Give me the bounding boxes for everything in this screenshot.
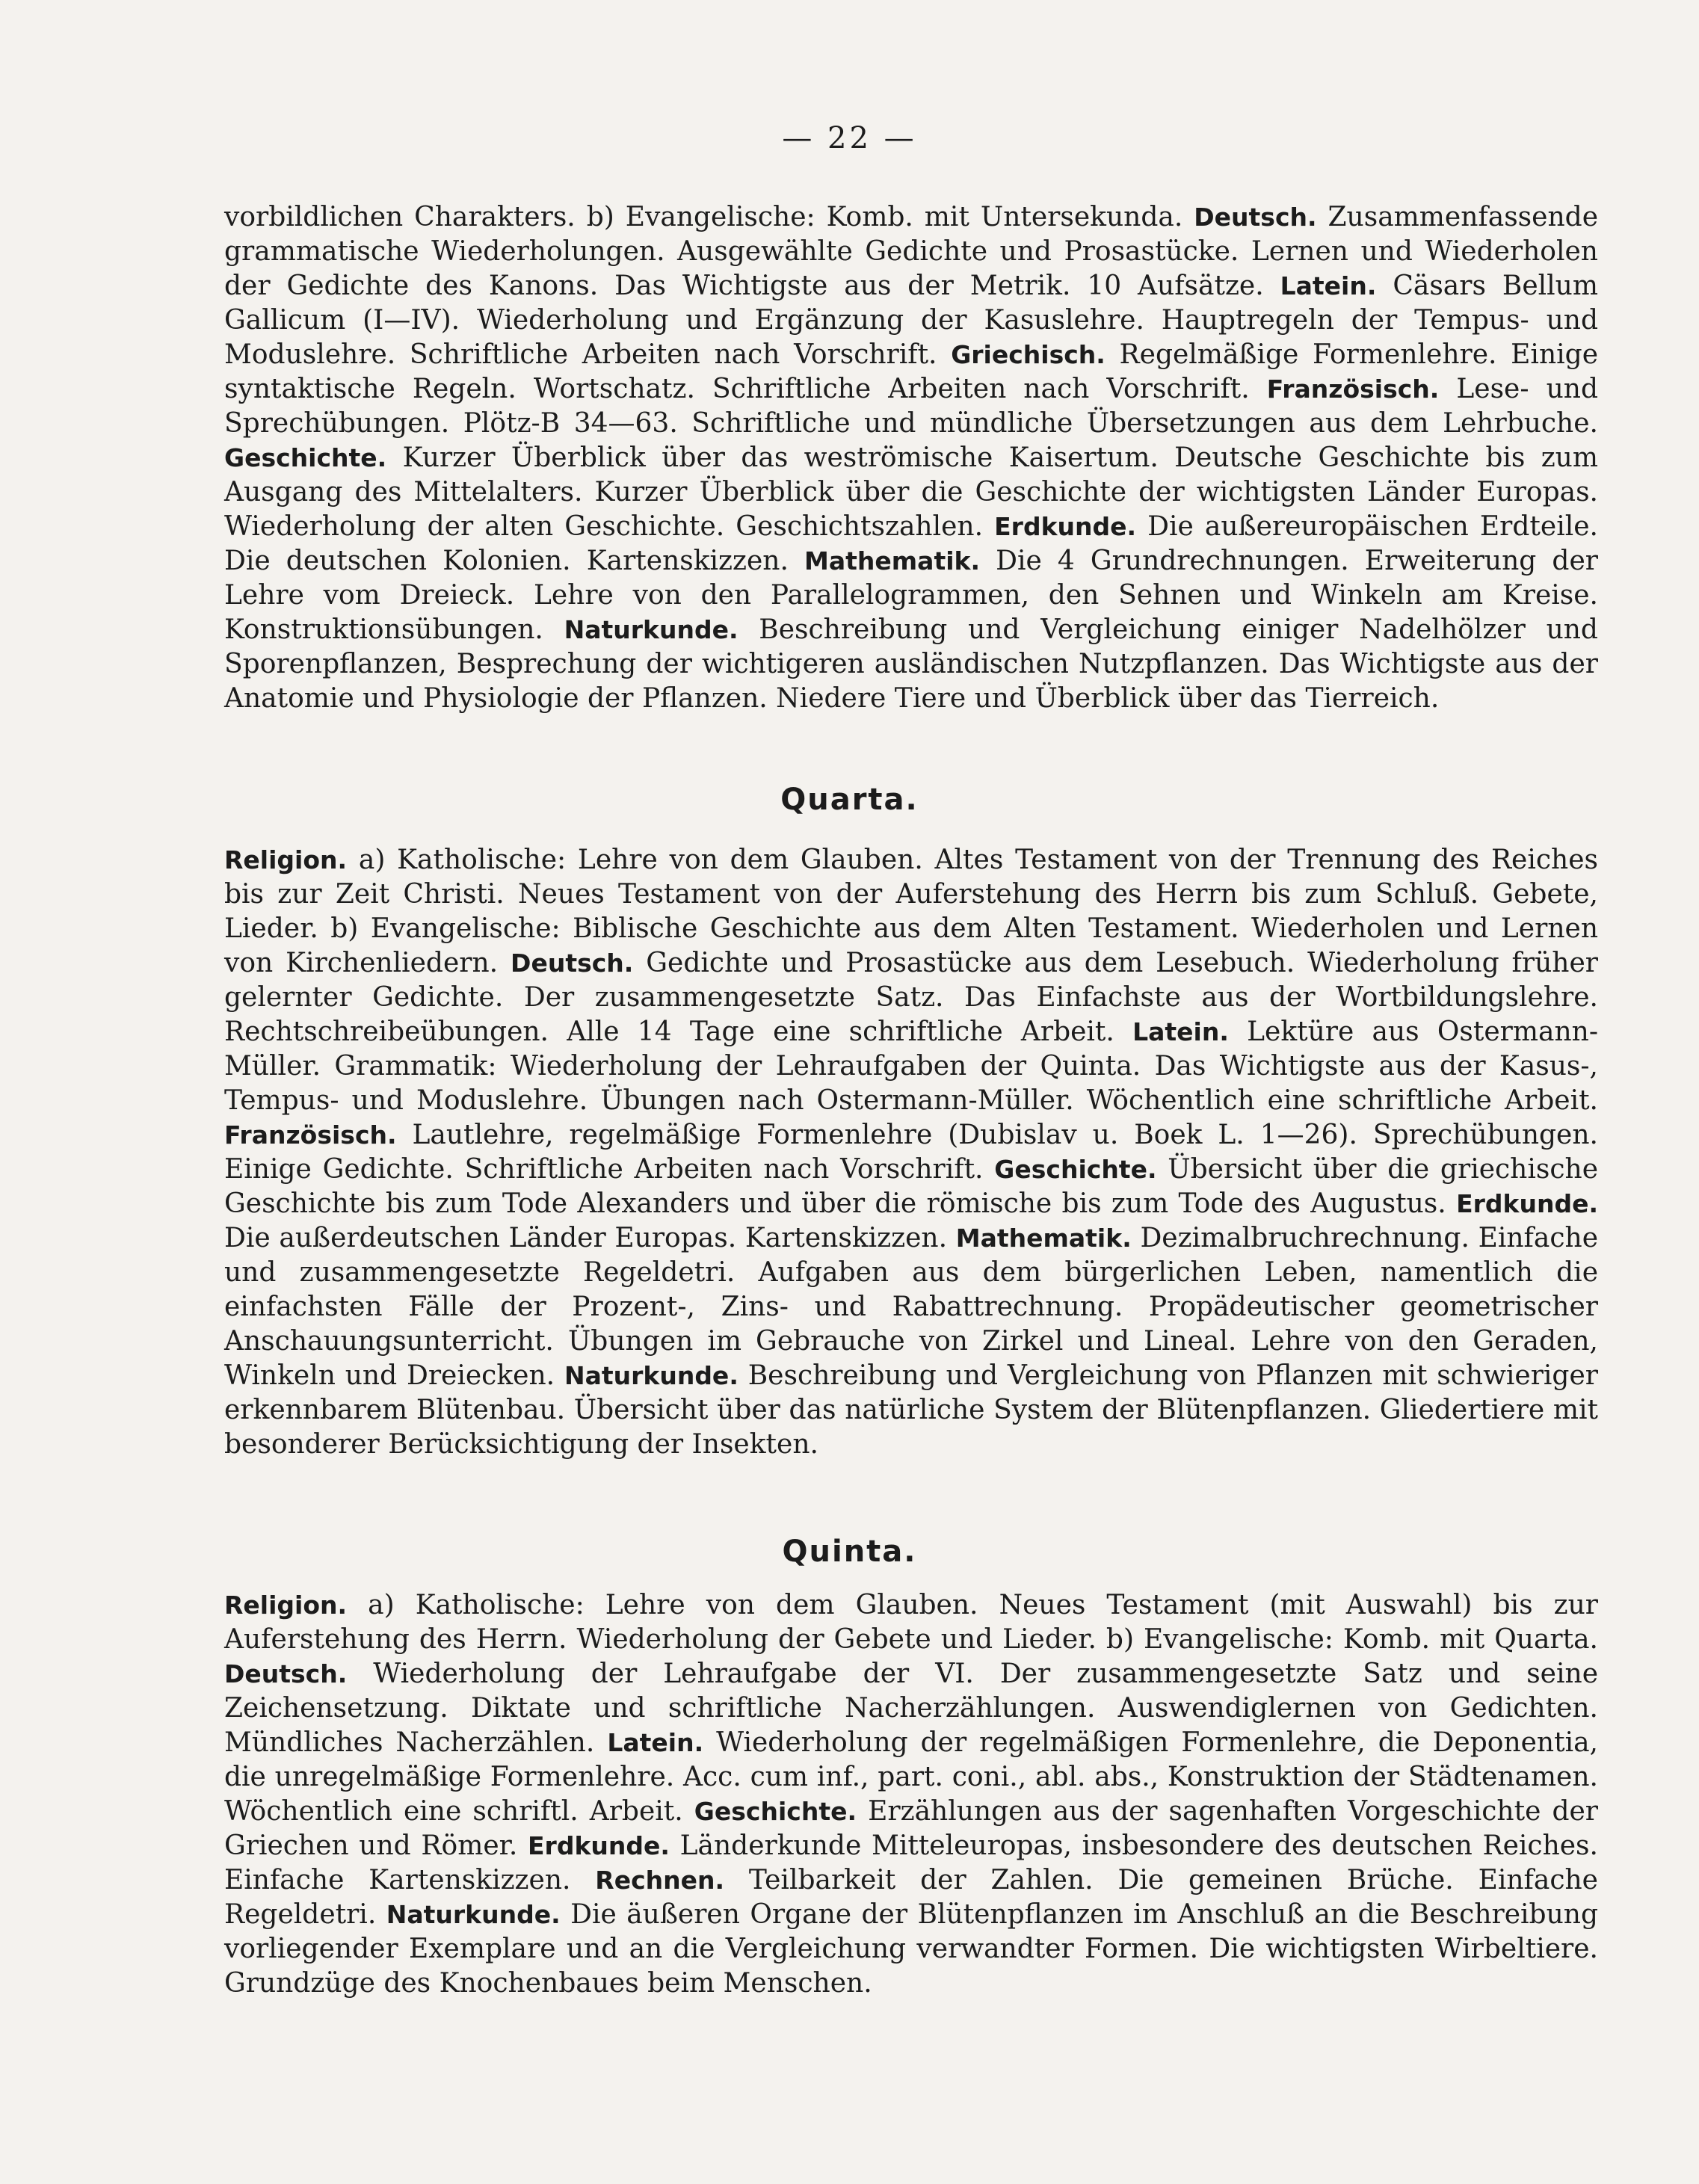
paragraph-text: Länderkunde Mitteleuropas, insbesondere des deutschen Reiches. Einfache Kartenskizzen. xyxy=(224,1830,1598,1895)
subject-latein: Latein. xyxy=(1132,1017,1229,1046)
paragraph-text: Kurzer Überblick über das weströmische Kaisertum. Deutsche Geschichte bis zum Ausgang des Mittelalters. Kurzer Überblick über die Geschichte der wichtigsten Länder Europas. Wiederholung der alten Geschichte. Geschichtszahlen. xyxy=(224,442,1598,542)
subject-geschichte: Geschichte. xyxy=(224,443,387,472)
paragraph-text: Cäsars Bellum Gallicum (I—IV). Wiederholung und Ergänzung der Kasuslehre. Hauptregeln der Tempus- und Moduslehre. Schriftliche Arbeiten nach Vorschrift. xyxy=(224,271,1598,370)
paragraph-text: a) Katholische: Lehre von dem Glauben. Neues Testament (mit Auswahl) bis zur Auferstehung des Herrn. Wiederholung der Gebete und Lieder. b) Evangelische: Komb. mit Quarta. xyxy=(224,1590,1598,1655)
subject-erdkunde: Erdkunde. xyxy=(994,512,1137,541)
paragraph-text: Beschreibung und Vergleichung von Pflanzen mit schwieriger erkennbarem Blütenbau. Übersicht über das natürliche System der Blütenpflanzen. Gliedertiere mit besonderer Berücksichtigung der Insekten. xyxy=(224,1360,1598,1460)
paragraph-text: Teilbarkeit der Zahlen. Die gemeinen Brüche. Einfache Regeldetri. xyxy=(224,1865,1598,1930)
subject-franzoesisch: Französisch. xyxy=(1266,374,1440,404)
subject-latein: Latein. xyxy=(1280,271,1377,300)
subject-deutsch: Deutsch. xyxy=(224,1659,348,1688)
paragraph-text: Gedichte und Prosastücke aus dem Lesebuch. Wiederholung früher gelernter Gedichte. Der zusammengesetzte Satz. Das Einfachste aus der Wortbildungslehre. Rechtschreibeübungen. Alle 14 Tage eine schriftliche Arbeit. xyxy=(224,948,1598,1047)
paragraph-text: Übersicht über die griechische Geschichte bis zum Tode Alexanders und über die römische bis zum Tode des Augustus. xyxy=(224,1154,1598,1219)
subject-deutsch: Deutsch. xyxy=(511,948,634,978)
paragraph-text: Beschreibung und Vergleichung einiger Nadelhölzer und Sporenpflanzen, Besprechung der wichtigeren ausländischen Nutzpflanzen. Das Wichtigste aus der Anatomie und Physiologie der Pflanzen. Niedere Tiere und Überblick über das Tierreich. xyxy=(224,614,1598,714)
subject-mathematik: Mathematik. xyxy=(955,1224,1132,1253)
paragraph-text: Die äußeren Organe der Blütenpflanzen im Anschluß an die Beschreibung vorliegender Exemplare und an die Vergleichung verwandter Formen. Die wichtigsten Wirbeltiere. Grundzüge des Knochenbaues beim Menschen. xyxy=(224,1899,1598,1999)
paragraph-text: Lese- und Sprechübungen. Plötz-B 34—63. Schriftliche und mündliche Übersetzungen aus dem Lehrbuche. xyxy=(224,374,1598,439)
subject-mathematik: Mathematik. xyxy=(804,546,981,576)
subject-naturkunde: Naturkunde. xyxy=(564,1361,739,1390)
quinta-paragraph xyxy=(224,1588,1598,2001)
subject-erdkunde: Erdkunde. xyxy=(528,1831,670,1860)
subject-latein: Latein. xyxy=(607,1728,704,1757)
subject-geschichte: Geschichte. xyxy=(694,1797,857,1826)
subject-naturkunde: Naturkunde. xyxy=(386,1900,561,1929)
subject-franzoesisch: Französisch. xyxy=(224,1120,397,1150)
subject-griechisch: Griechisch. xyxy=(951,340,1106,369)
untertertia-continued-paragraph xyxy=(224,200,1598,716)
section-heading-quinta: Quinta. xyxy=(782,1534,917,1569)
paragraph-text: Die außerdeutschen Länder Europas. Kartenskizzen. xyxy=(224,1223,948,1253)
subject-naturkunde: Naturkunde. xyxy=(564,615,739,644)
paragraph-text: Die außereuropäischen Erdteile. Die deutschen Kolonien. Kartenskizzen. xyxy=(224,511,1598,576)
subject-erdkunde: Erdkunde. xyxy=(1456,1189,1598,1218)
subject-geschichte: Geschichte. xyxy=(994,1155,1157,1184)
paragraph-text: Dezimalbruchrechnung. Einfache und zusammengesetzte Regeldetri. Aufgaben aus dem bürgerlichen Leben, namentlich die einfachsten Fälle der Prozent-, Zins- und Rabattrechnung. Propädeutischer geometrischer Anschauungsunterricht. Übungen im Gebrauche von Zirkel und Lineal. Lehre von den Geraden, Winkeln und Dreiecken. xyxy=(224,1223,1598,1391)
paragraph-text: vorbildlichen Charakters. b) Evangelische: Komb. mit Untersekunda. xyxy=(224,202,1183,232)
paragraph-text: Die 4 Grundrechnungen. Erweiterung der Lehre vom Dreieck. Lehre von den Parallelogrammen, den Sehnen und Winkeln am Kreise. Konstruktionsübungen. xyxy=(224,546,1598,645)
paragraph-text: Regelmäßige Formenlehre. Einige syntaktische Regeln. Wortschatz. Schriftliche Arbeiten nach Vorschrift. xyxy=(224,339,1598,404)
section-heading-quarta: Quarta. xyxy=(780,783,919,817)
paragraph-text: Wiederholung der regelmäßigen Formenlehre, die Deponentia, die unregelmäßige Formenlehre. Acc. cum inf., part. coni., abl. abs., Konstruktion der Städtenamen. Wöchentlich eine schriftl. Arbeit. xyxy=(224,1727,1598,1827)
quarta-paragraph xyxy=(224,843,1598,1462)
paragraph-text: Lektüre aus Ostermann-Müller. Grammatik: Wiederholung der Lehraufgaben der Quinta. Das Wichtigste aus der Kasus-, Tempus- und Moduslehre. Übungen nach Ostermann-Müller. Wöchentlich eine schriftliche Arbeit. xyxy=(224,1017,1598,1116)
subject-rechnen: Rechnen. xyxy=(595,1866,725,1895)
paragraph-text: Erzählungen aus der sagenhaften Vorgeschichte der Griechen und Römer. xyxy=(224,1796,1599,1861)
subject-religion: Religion. xyxy=(224,1591,348,1620)
subject-religion: Religion. xyxy=(224,845,348,874)
subject-deutsch: Deutsch. xyxy=(1194,203,1317,232)
paragraph-text: Zusammenfassende grammatische Wiederholungen. Ausgewählte Gedichte und Prosastücke. Lernen und Wiederholen der Gedichte des Kanons. Das Wichtigste aus der Metrik. 10 Aufsätze. xyxy=(224,202,1598,301)
page-number: — 22 — xyxy=(782,121,917,155)
paragraph-text: a) Katholische: Lehre von dem Glauben. Altes Testament von der Trennung des Reiches bis zur Zeit Christi. Neues Testament von der Auferstehung des Herrn bis zum Schluß. Gebete, Lieder. b) Evangelische: Biblische Geschichte aus dem Alten Testament. Wiederholen und Lernen von Kirchenliedern. xyxy=(224,845,1598,978)
paragraph-text: Lautlehre, regelmäßige Formenlehre (Dubislav u. Boek L. 1—26). Sprechübungen. Einige Gedichte. Schriftliche Arbeiten nach Vorschrift. xyxy=(224,1120,1598,1185)
paragraph-text: Wiederholung der Lehraufgabe der VI. Der zusammengesetzte Satz und seine Zeichensetzung. Diktate und schriftliche Nacherzählungen. Auswendiglernen von Gedichten. Mündliches Nacherzählen. xyxy=(224,1659,1598,1758)
